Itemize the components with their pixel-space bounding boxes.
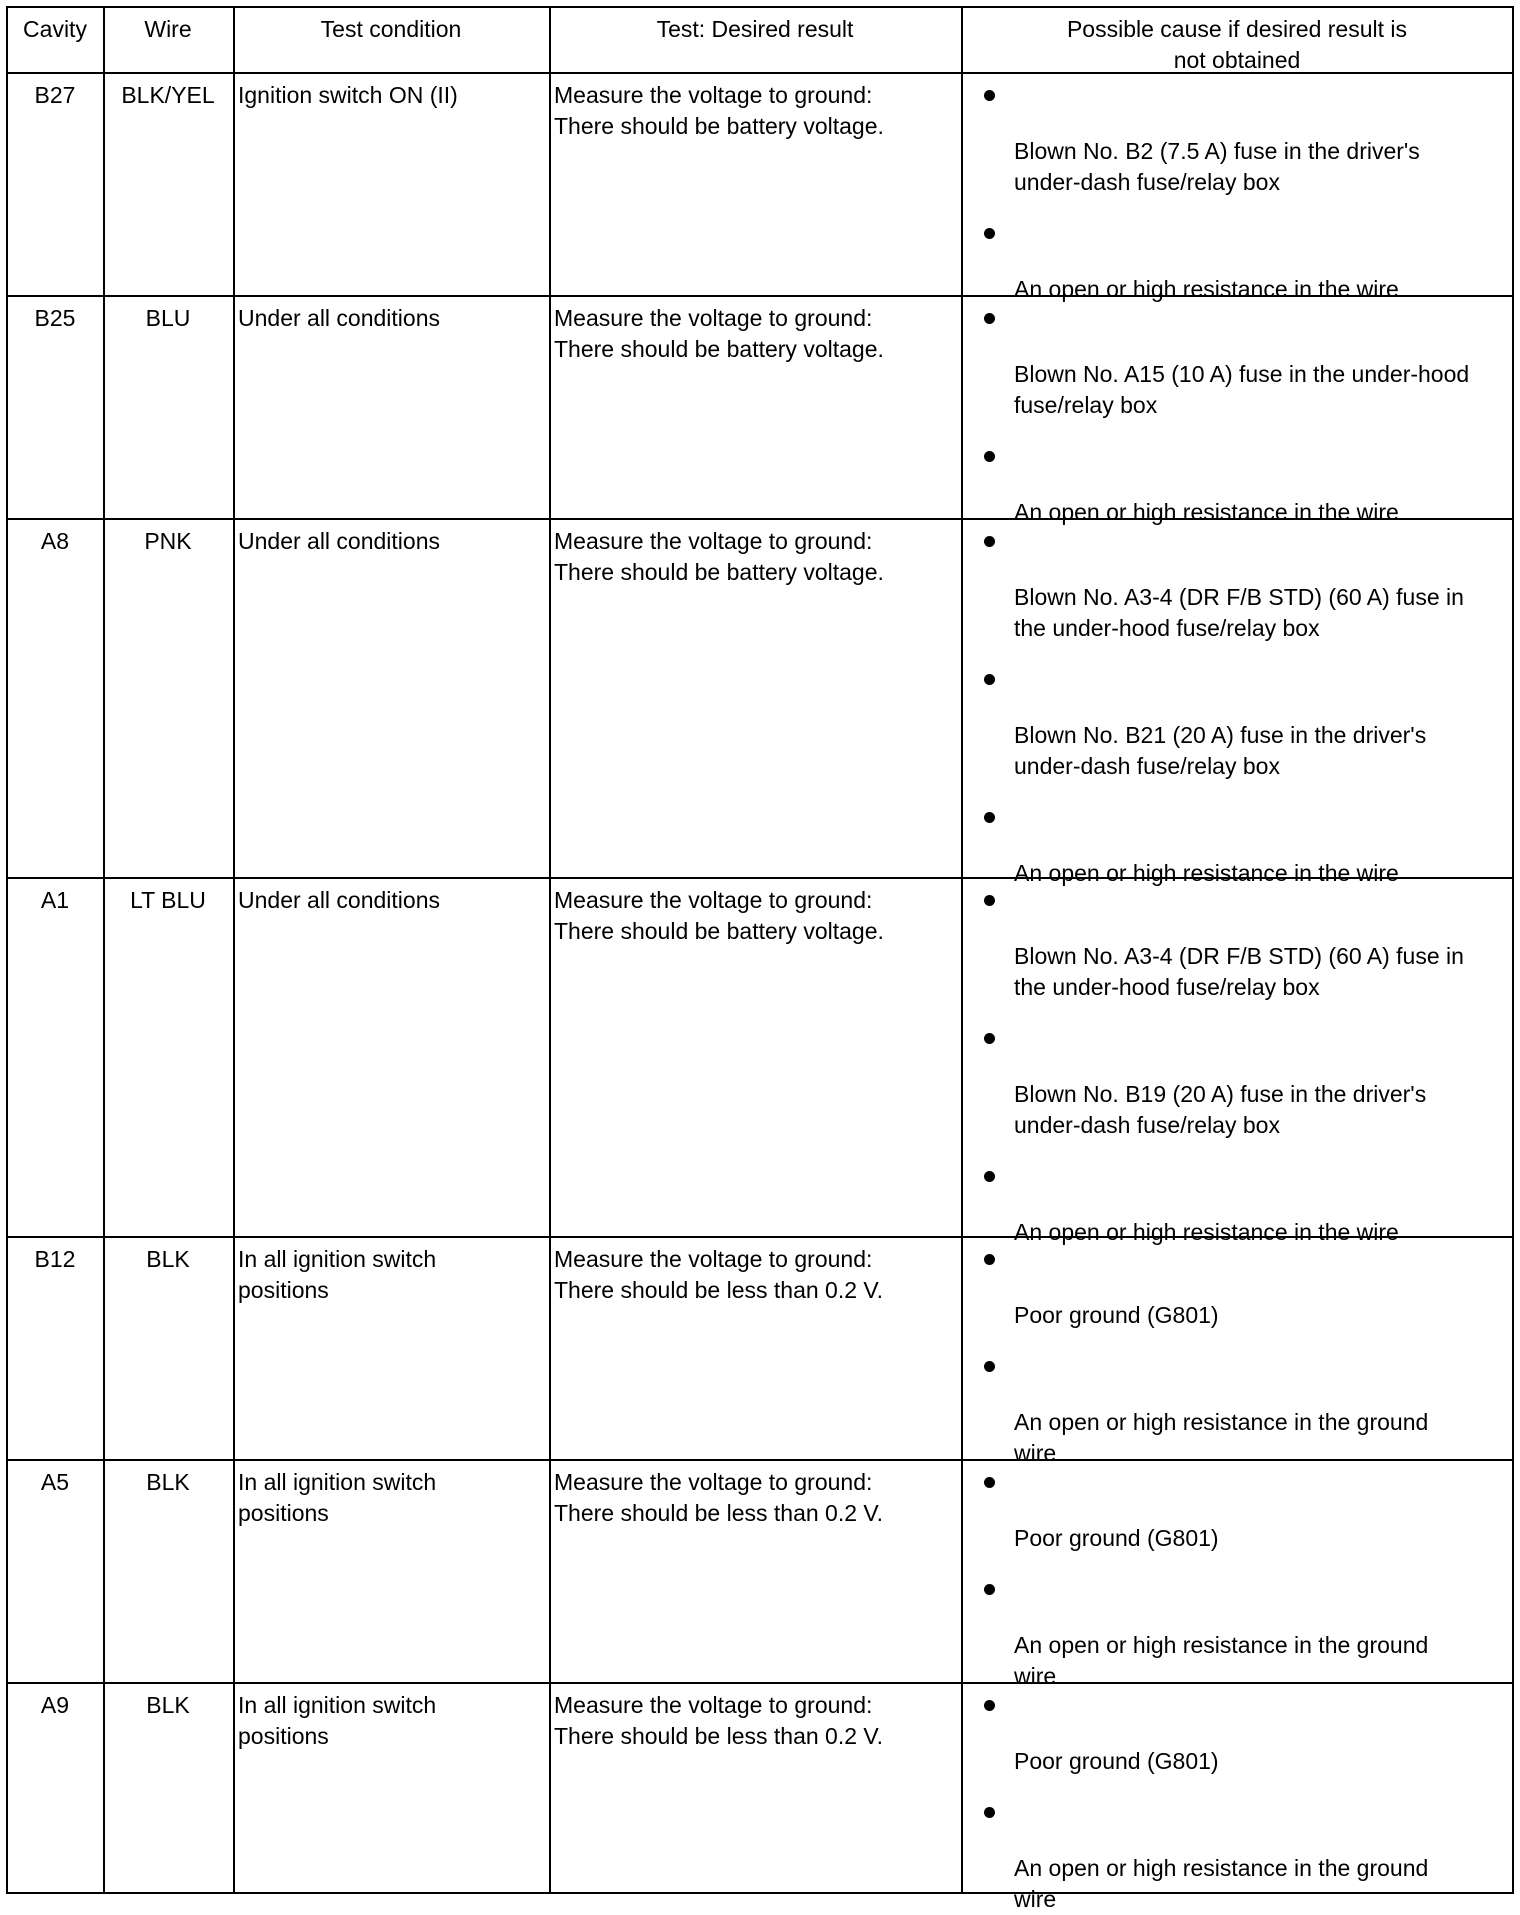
- header-divider: [8, 72, 1512, 74]
- bullet-icon: [984, 895, 995, 906]
- desired-result-text: Measure the voltage to ground:: [554, 1469, 873, 1495]
- column-divider: [233, 8, 235, 1892]
- possible-cause-text: wire: [1014, 1440, 1057, 1466]
- row-divider: [8, 518, 1512, 520]
- possible-cause-text: An open or high resistance in the wire: [1014, 499, 1399, 525]
- header-possible-cause: Possible cause if desired result is: [1066, 16, 1408, 42]
- possible-cause-text: the under-hood fuse/relay box: [1014, 974, 1320, 1000]
- bullet-icon: [984, 812, 995, 823]
- cavity-cell: B27: [34, 82, 76, 108]
- possible-cause-text: wire: [1014, 1886, 1057, 1912]
- wire-cell: LT BLU: [130, 887, 206, 913]
- header-possible-cause-line2: not obtained: [1173, 47, 1301, 73]
- test-condition-text: Under all conditions: [238, 528, 441, 554]
- header-wire: Wire: [144, 16, 192, 42]
- bullet-icon: [984, 451, 995, 462]
- test-condition-text: In all ignition switch: [238, 1246, 437, 1272]
- bullet-icon: [984, 1171, 995, 1182]
- wire-cell: BLK: [146, 1469, 190, 1495]
- bullet-icon: [984, 1584, 995, 1595]
- possible-cause-text: Blown No. A15 (10 A) fuse in the under-hood: [1014, 361, 1470, 387]
- bullet-icon: [984, 1477, 995, 1488]
- test-condition-text: positions: [238, 1500, 329, 1526]
- test-condition-text: Under all conditions: [238, 305, 441, 331]
- bullet-icon: [984, 674, 995, 685]
- bullet-icon: [984, 1033, 995, 1044]
- possible-cause-text: under-dash fuse/relay box: [1014, 169, 1280, 195]
- header-desired-result: Test: Desired result: [656, 16, 854, 42]
- row-divider: [8, 295, 1512, 297]
- cavity-cell: B25: [34, 305, 76, 331]
- desired-result-text: There should be less than 0.2 V.: [554, 1723, 884, 1749]
- test-condition-text: Ignition switch ON (II): [238, 82, 458, 108]
- column-divider: [961, 8, 963, 1892]
- wire-cell: BLK: [146, 1246, 190, 1272]
- possible-cause-text: An open or high resistance in the wire: [1014, 1219, 1399, 1245]
- possible-cause-text: fuse/relay box: [1014, 392, 1158, 418]
- possible-cause-text: An open or high resistance in the wire: [1014, 276, 1399, 302]
- possible-cause-text: Poor ground (G801): [1014, 1302, 1219, 1328]
- bullet-icon: [984, 228, 995, 239]
- test-condition-text: In all ignition switch: [238, 1692, 437, 1718]
- desired-result-text: There should be less than 0.2 V.: [554, 1277, 884, 1303]
- row-divider: [8, 1459, 1512, 1461]
- cavity-cell: A1: [40, 887, 70, 913]
- bullet-icon: [984, 1700, 995, 1711]
- wire-cell: BLK/YEL: [121, 82, 215, 108]
- diagnostic-table: [6, 6, 1514, 1912]
- possible-cause-text: Poor ground (G801): [1014, 1748, 1219, 1774]
- desired-result-text: Measure the voltage to ground:: [554, 1692, 873, 1718]
- possible-cause-text: Blown No. B19 (20 A) fuse in the driver's: [1014, 1081, 1427, 1107]
- bullet-icon: [984, 1361, 995, 1372]
- possible-cause-text: Blown No. A3-4 (DR F/B STD) (60 A) fuse in: [1014, 943, 1464, 969]
- header-cavity: Cavity: [23, 16, 87, 42]
- desired-result-text: There should be battery voltage.: [554, 336, 884, 362]
- bullet-icon: [984, 313, 995, 324]
- bullet-icon: [984, 1254, 995, 1265]
- wire-cell: PNK: [144, 528, 192, 554]
- cavity-cell: A8: [40, 528, 70, 554]
- possible-cause-text: Blown No. A3-4 (DR F/B STD) (60 A) fuse in: [1014, 584, 1464, 610]
- test-condition-text: positions: [238, 1723, 329, 1749]
- desired-result-text: Measure the voltage to ground:: [554, 82, 873, 108]
- row-divider: [8, 1236, 1512, 1238]
- desired-result-text: There should be battery voltage.: [554, 113, 884, 139]
- cavity-cell: A5: [40, 1469, 70, 1495]
- possible-cause-text: under-dash fuse/relay box: [1014, 1112, 1280, 1138]
- desired-result-text: Measure the voltage to ground:: [554, 1246, 873, 1272]
- test-condition-text: In all ignition switch: [238, 1469, 437, 1495]
- row-divider: [8, 877, 1512, 879]
- bullet-icon: [984, 1807, 995, 1818]
- desired-result-text: Measure the voltage to ground:: [554, 305, 873, 331]
- desired-result-text: Measure the voltage to ground:: [554, 528, 873, 554]
- test-condition-text: Under all conditions: [238, 887, 441, 913]
- cavity-cell: B12: [34, 1246, 76, 1272]
- possible-cause-text: the under-hood fuse/relay box: [1014, 615, 1320, 641]
- wire-cell: BLU: [145, 305, 191, 331]
- possible-cause-text: Poor ground (G801): [1014, 1525, 1219, 1551]
- bullet-icon: [984, 90, 995, 101]
- column-divider: [549, 8, 551, 1892]
- possible-cause-text: Blown No. B21 (20 A) fuse in the driver's: [1014, 722, 1427, 748]
- desired-result-text: There should be battery voltage.: [554, 559, 884, 585]
- possible-cause-text: wire: [1014, 1663, 1057, 1689]
- possible-cause-text: under-dash fuse/relay box: [1014, 753, 1280, 779]
- desired-result-text: Measure the voltage to ground:: [554, 887, 873, 913]
- possible-cause-text: An open or high resistance in the ground: [1014, 1409, 1429, 1435]
- column-divider: [103, 8, 105, 1892]
- possible-cause-text: Blown No. B2 (7.5 A) fuse in the driver's: [1014, 138, 1420, 164]
- possible-cause-text: An open or high resistance in the ground: [1014, 1632, 1429, 1658]
- cavity-cell: A9: [40, 1692, 70, 1718]
- possible-cause-text: An open or high resistance in the wire: [1014, 860, 1399, 886]
- possible-cause-text: An open or high resistance in the ground: [1014, 1855, 1429, 1881]
- desired-result-text: There should be battery voltage.: [554, 918, 884, 944]
- desired-result-text: There should be less than 0.2 V.: [554, 1500, 884, 1526]
- bullet-icon: [984, 536, 995, 547]
- wire-cell: BLK: [146, 1692, 190, 1718]
- test-condition-text: positions: [238, 1277, 329, 1303]
- header-test-condition: Test condition: [320, 16, 462, 42]
- row-divider: [8, 1682, 1512, 1684]
